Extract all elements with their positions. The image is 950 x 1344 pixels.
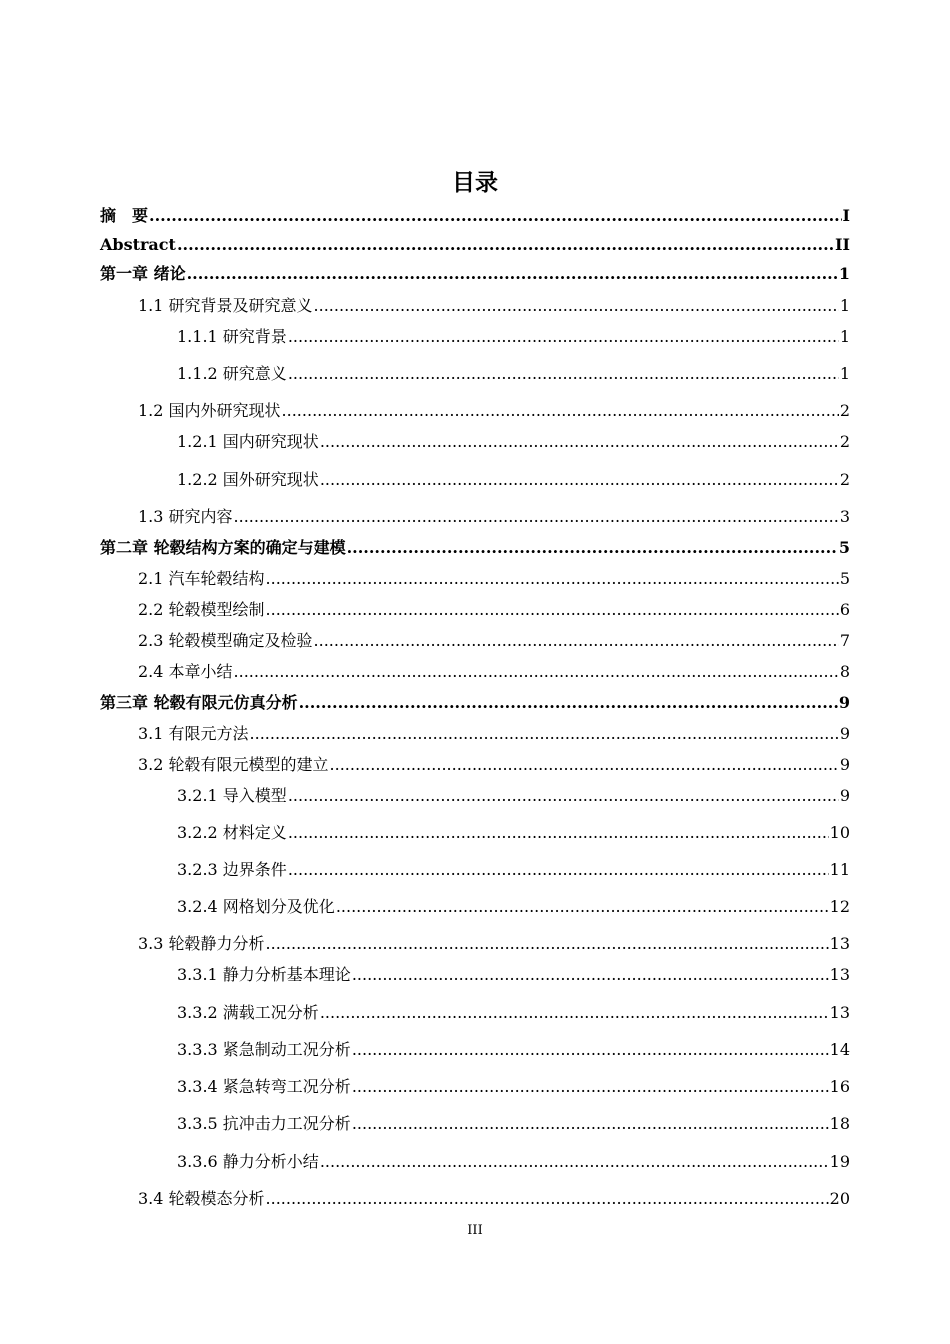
- toc-entry-page: 14: [829, 1040, 850, 1059]
- toc-entry[interactable]: [177, 1151, 850, 1173]
- leader-dots: [352, 1076, 829, 1098]
- leader-dots: [288, 326, 839, 348]
- leader-dots: [234, 506, 839, 528]
- toc-entry-page: 2: [839, 401, 850, 420]
- leader-dots: [288, 859, 829, 881]
- toc-entry-page: 1: [839, 364, 850, 383]
- leader-dots: [187, 263, 838, 285]
- toc-entry[interactable]: [177, 1076, 850, 1098]
- toc-entry-label: 第一章 绪论: [100, 264, 186, 283]
- toc-entry[interactable]: [177, 896, 850, 918]
- toc-entry-label: 1.1.1 研究背景: [177, 327, 287, 346]
- toc-entry[interactable]: [177, 964, 850, 986]
- toc-entry[interactable]: [100, 234, 850, 256]
- toc-entry-page: 12: [829, 897, 850, 916]
- toc-entry-page: 11: [829, 860, 850, 879]
- toc-entry-label: 2.2 轮毂模型绘制: [138, 600, 265, 619]
- toc-entry-label: 1.1.2 研究意义: [177, 364, 287, 383]
- leader-dots: [352, 1039, 829, 1061]
- toc-entry[interactable]: [100, 692, 850, 714]
- toc-entry[interactable]: [138, 400, 850, 422]
- leader-dots: [250, 723, 839, 745]
- toc-entry-page: 2: [839, 470, 850, 489]
- toc-entry-page: 20: [829, 1189, 850, 1208]
- toc-entry-page: 1: [838, 264, 850, 283]
- leader-dots: [320, 431, 839, 453]
- toc-entry[interactable]: [100, 263, 850, 285]
- page-title: 目录: [452, 170, 498, 196]
- toc-entry-page: 19: [829, 1152, 850, 1171]
- toc-entry-label: 3.3.5 抗冲击力工况分析: [177, 1114, 351, 1133]
- toc-entry-page: 9: [839, 724, 850, 743]
- toc-entry-label: 1.2.2 国外研究现状: [177, 470, 319, 489]
- leader-dots: [320, 1002, 829, 1024]
- toc-entry[interactable]: [138, 754, 850, 776]
- toc-entry-page: II: [835, 235, 850, 254]
- toc-entry-label: 3.2 轮毂有限元模型的建立: [138, 755, 329, 774]
- leader-dots: [288, 363, 839, 385]
- toc-entry-page: 8: [839, 662, 850, 681]
- toc-entry-page: 5: [839, 569, 850, 588]
- leader-dots: [320, 1151, 829, 1173]
- leader-dots: [266, 933, 829, 955]
- leader-dots: [266, 1188, 829, 1210]
- toc-entry[interactable]: [138, 1188, 850, 1210]
- toc-entry-page: 9: [838, 693, 850, 712]
- toc-entry-page: 13: [829, 934, 850, 953]
- leader-dots: [352, 964, 829, 986]
- toc-entry[interactable]: [138, 661, 850, 683]
- toc-entry-page: 7: [839, 631, 850, 650]
- leader-dots: [314, 630, 839, 652]
- toc-entry-label: 2.4 本章小结: [138, 662, 233, 681]
- toc-entry-label: 3.3.6 静力分析小结: [177, 1152, 319, 1171]
- toc-entry[interactable]: [138, 599, 850, 621]
- toc-entry-label: 1.3 研究内容: [138, 507, 233, 526]
- leader-dots: [266, 568, 839, 590]
- leader-dots: [177, 234, 834, 256]
- toc-entry[interactable]: [177, 431, 850, 453]
- toc-entry-page: 9: [839, 755, 850, 774]
- toc-entry-label: 第三章 轮毂有限元仿真分析: [100, 693, 298, 712]
- toc-entry-label: 3.2.4 网格划分及优化: [177, 897, 335, 916]
- page-number: III: [467, 1223, 483, 1238]
- toc-entry-page: 3: [839, 507, 850, 526]
- toc-entry-label: 3.3.4 紧急转弯工况分析: [177, 1077, 351, 1096]
- toc-entry[interactable]: [177, 822, 850, 844]
- toc-entry[interactable]: [138, 568, 850, 590]
- toc-entry-label: 1.1 研究背景及研究意义: [138, 296, 313, 315]
- leader-dots: [314, 295, 839, 317]
- leader-dots: [282, 400, 839, 422]
- leader-dots: [234, 661, 839, 683]
- toc-entry[interactable]: [177, 1113, 850, 1135]
- toc-entry[interactable]: [177, 469, 850, 491]
- toc-entry-page: 6: [839, 600, 850, 619]
- toc-entry-page: 18: [829, 1114, 850, 1133]
- toc-entry[interactable]: [177, 1002, 850, 1024]
- toc-entry[interactable]: [177, 785, 850, 807]
- leader-dots: [266, 599, 839, 621]
- toc-entry[interactable]: [138, 506, 850, 528]
- toc-entry[interactable]: [138, 630, 850, 652]
- toc-entry-label: 1.2.1 国内研究现状: [177, 432, 319, 451]
- toc-entry-page: 10: [829, 823, 850, 842]
- toc-entry-label: 第二章 轮毂结构方案的确定与建模: [100, 538, 346, 557]
- toc-entry-label: 3.2.1 导入模型: [177, 786, 287, 805]
- toc-entry-label: 3.1 有限元方法: [138, 724, 249, 743]
- toc-entry-label: 3.3.1 静力分析基本理论: [177, 965, 351, 984]
- toc-entry-label: 3.3.3 紧急制动工况分析: [177, 1040, 351, 1059]
- toc-entry[interactable]: [177, 363, 850, 385]
- toc-entry-page: 16: [829, 1077, 850, 1096]
- toc-entry-label: 3.2.2 材料定义: [177, 823, 287, 842]
- leader-dots: [330, 754, 839, 776]
- leader-dots: [288, 785, 839, 807]
- toc-entry-label: 2.1 汽车轮毂结构: [138, 569, 265, 588]
- toc-entry-label: 2.3 轮毂模型确定及检验: [138, 631, 313, 650]
- toc-entry[interactable]: [138, 933, 850, 955]
- toc-entry-page: 5: [838, 538, 850, 557]
- toc-entry[interactable]: [100, 537, 850, 559]
- toc-entry-label: 3.3.2 满载工况分析: [177, 1003, 319, 1022]
- toc-entry-label: Abstract: [100, 235, 176, 254]
- leader-dots: [299, 692, 838, 714]
- leader-dots: [149, 205, 842, 227]
- toc-entry-page: I: [842, 206, 850, 225]
- toc-entry-page: 9: [839, 786, 850, 805]
- toc-entry-label: 3.3 轮毂静力分析: [138, 934, 265, 953]
- leader-dots: [336, 896, 829, 918]
- leader-dots: [347, 537, 838, 559]
- toc-entry-page: 1: [839, 327, 850, 346]
- toc-entry-page: 13: [829, 965, 850, 984]
- toc-entry[interactable]: [138, 723, 850, 745]
- toc-entry[interactable]: [177, 1039, 850, 1061]
- toc-entry-label: 1.2 国内外研究现状: [138, 401, 281, 420]
- toc-entry-label: 摘 要: [100, 206, 149, 225]
- toc-entry[interactable]: [100, 205, 850, 227]
- leader-dots: [320, 469, 839, 491]
- toc-entry[interactable]: [177, 859, 850, 881]
- toc-entry[interactable]: [177, 326, 850, 348]
- leader-dots: [288, 822, 829, 844]
- toc-entry-page: 2: [839, 432, 850, 451]
- leader-dots: [352, 1113, 829, 1135]
- toc-entry-page: 1: [839, 296, 850, 315]
- toc-entry-page: 13: [829, 1003, 850, 1022]
- toc-entry-label: 3.2.3 边界条件: [177, 860, 287, 879]
- toc-entry-label: 3.4 轮毂模态分析: [138, 1189, 265, 1208]
- toc-entry[interactable]: [138, 295, 850, 317]
